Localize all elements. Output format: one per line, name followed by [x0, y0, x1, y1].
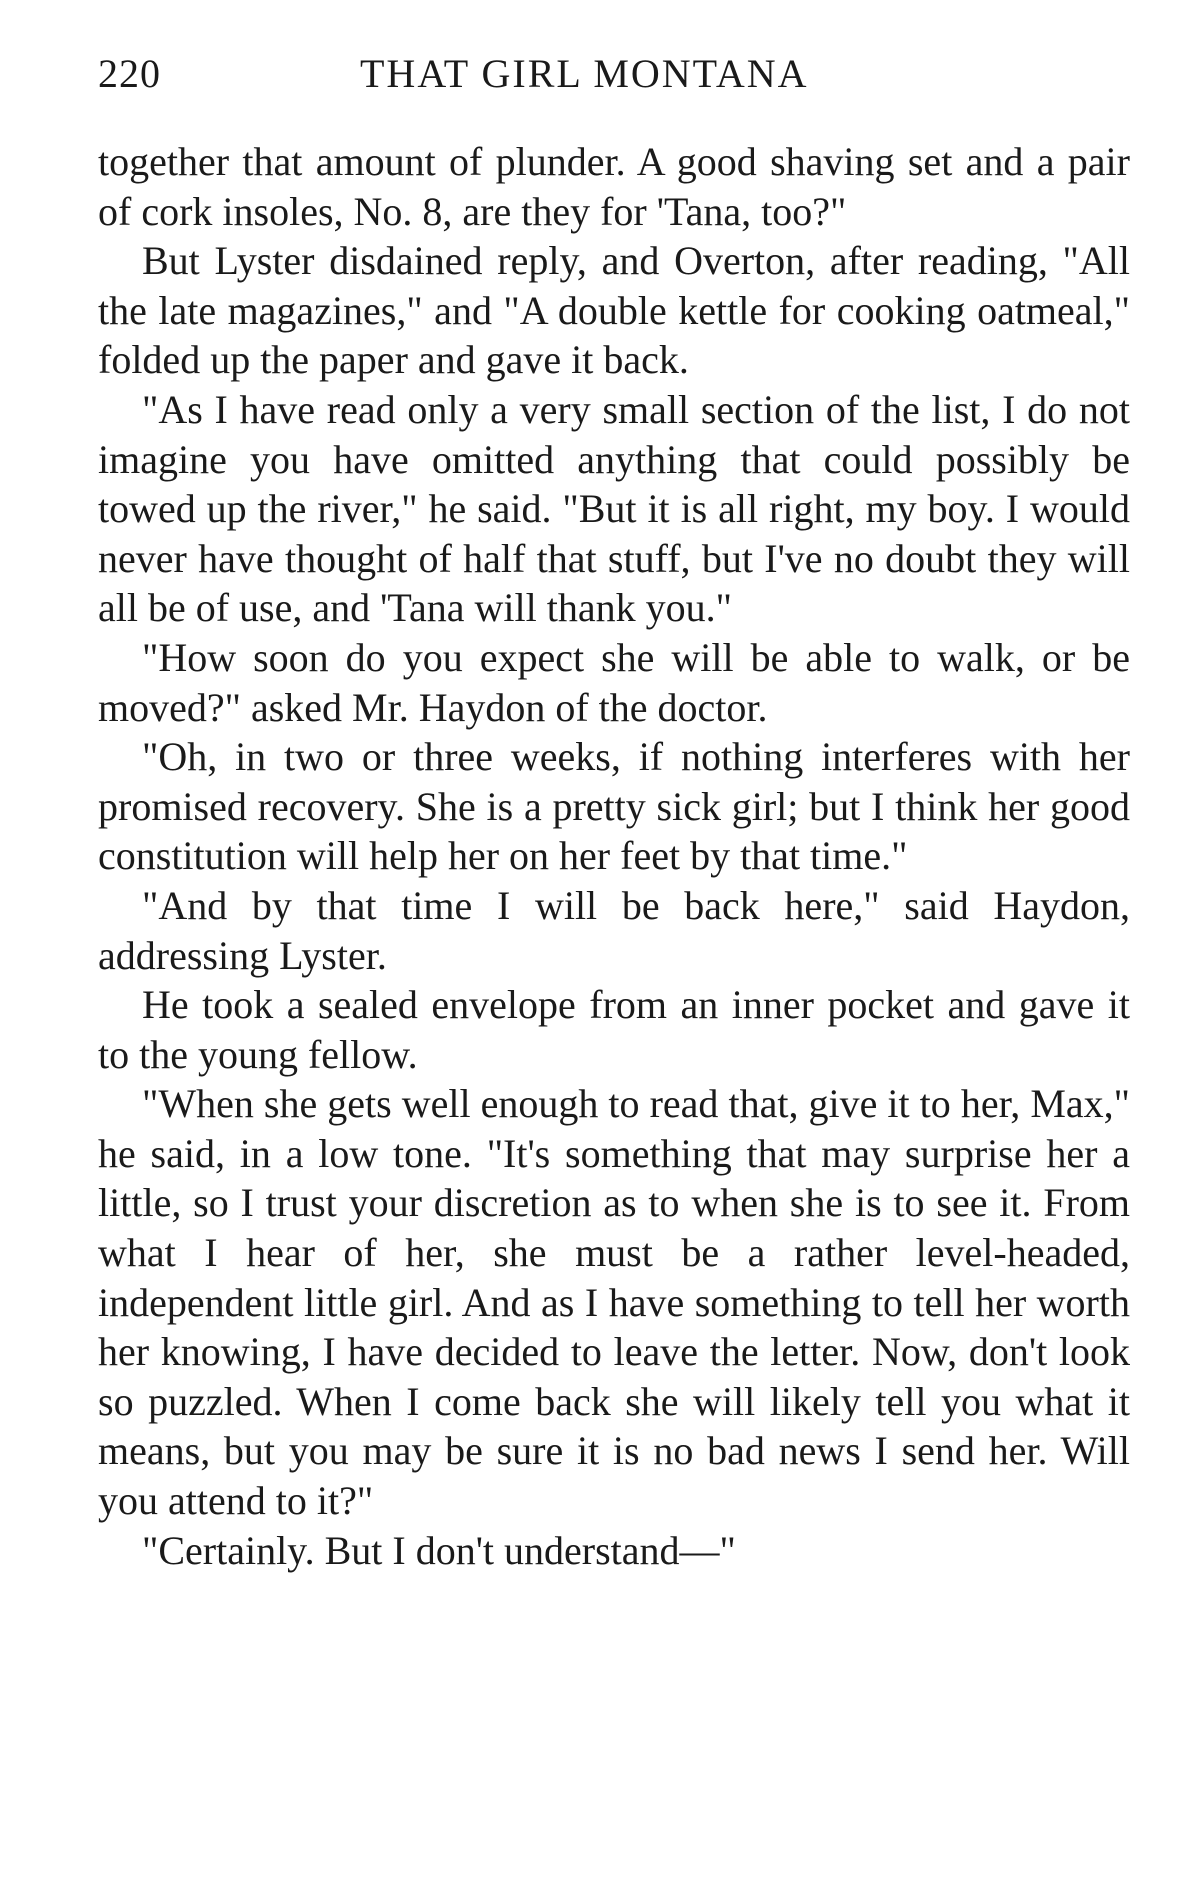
- paragraph: He took a sealed envelope from an inner pocket and gave it to the young fellow.: [98, 982, 1130, 1077]
- running-head: [98, 44, 1130, 104]
- paragraph: "Oh, in two or three weeks, if nothing interferes with her promised recovery. She is a pretty sick girl; but I think her good constitution will help her on her feet by that time.": [98, 734, 1130, 879]
- page-number: 220: [98, 51, 161, 96]
- paragraph: But Lyster disdained reply, and Overton, after reading, "All the late magazines," and "A double kettle for cooking oatmeal," folded up the paper and gave it back.: [98, 238, 1130, 383]
- paragraph-continued: together that amount of plunder. A good shaving set and a pair of cork insoles, No. 8, are they for 'Tana, too?": [98, 139, 1130, 234]
- paragraph: "How soon do you expect she will be able to walk, or be moved?" asked Mr. Haydon of the doctor.: [98, 634, 1130, 730]
- paragraph: "Certainly. But I don't understand—": [142, 1527, 736, 1573]
- paragraph: "When she gets well enough to read that, give it to her, Max," he said, in a low tone. "It's something that may surprise her a little, so I trust your discretion as to when she is to see it. From what I hear of her, she must be a rather level-headed, independent little girl. And as I have something to tell her worth her knowing, I have decided to leave the letter. Now, don't look so puzzled. When I come back she will likely tell you what it means, but you may be sure it is no bad news I send her. Will you attend to it?": [98, 1081, 1130, 1524]
- book-title: THAT GIRL MONTANA: [360, 51, 809, 96]
- paragraph: "And by that time I will be back here," said Haydon, addressing Lyster.: [98, 882, 1130, 978]
- paragraph: "As I have read only a very small section of the list, I do not imagine you have omitted anything that could possibly be towed up the river," he said. "But it is all right, my boy. I would never have thought of half that stuff, but I've no doubt they will all be of use, and 'Tana will thank you.": [98, 386, 1130, 631]
- text-body: [98, 137, 1130, 1575]
